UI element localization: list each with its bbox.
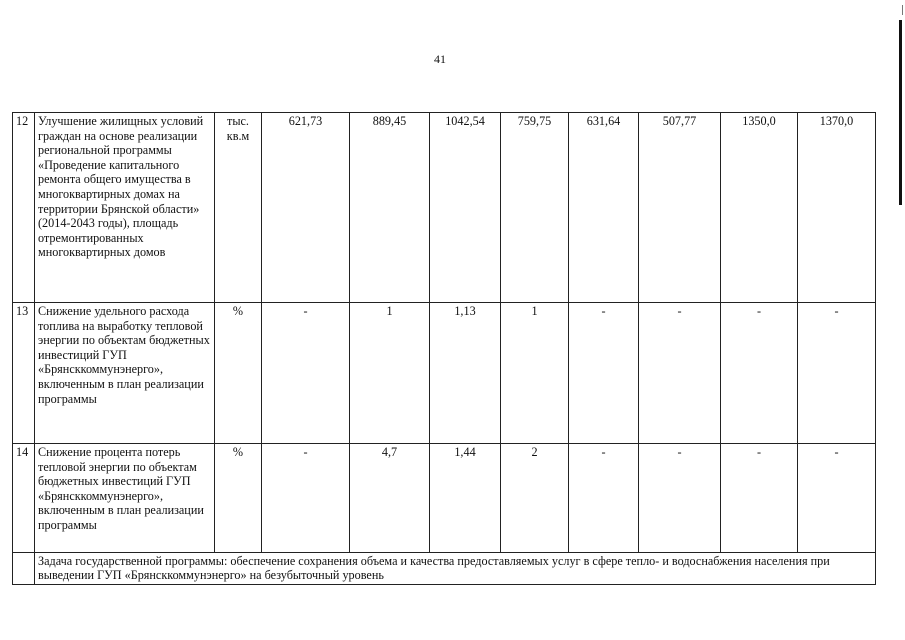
unit-cell: тыс. кв.м [215, 113, 262, 303]
value-cell: 1370,0 [798, 113, 876, 303]
row-number: 13 [13, 303, 35, 444]
table-row [13, 303, 876, 444]
value-cell: - [798, 444, 876, 553]
unit-cell: % [215, 303, 262, 444]
value-cell: - [262, 444, 350, 553]
task-row [13, 553, 876, 585]
value-cell: 889,45 [350, 113, 430, 303]
value-cell: 1042,54 [430, 113, 501, 303]
indicator-name: Снижение процента потерь тепловой энергии по объектам бюджетных инвестиций ГУП «Брянсккоммунэнерго», включенным в план реализации программы [35, 444, 215, 553]
value-cell: - [569, 303, 639, 444]
indicator-name: Снижение удельного расхода топлива на выработку тепловой энергии по объектам бюджетных инвестиций ГУП «Брянсккоммунэнерго», включенным в план реализации программы [35, 303, 215, 444]
value-cell: 1,13 [430, 303, 501, 444]
task-empty-cell [13, 553, 35, 585]
value-cell: - [721, 444, 798, 553]
value-cell: 759,75 [501, 113, 569, 303]
indicators-table [12, 112, 876, 585]
value-cell: - [798, 303, 876, 444]
scan-mark [902, 5, 903, 15]
value-cell: 1 [350, 303, 430, 444]
value-cell: - [721, 303, 798, 444]
row-number: 12 [13, 113, 35, 303]
value-cell: 1,44 [430, 444, 501, 553]
table-row [13, 444, 876, 553]
value-cell: 631,64 [569, 113, 639, 303]
indicator-name: Улучшение жилищных условий граждан на основе реализации региональной программы «Проведение капитального ремонта общего имущества в многоквартирных домах на территории Брянской области» (2014-2043 годы), площадь отремонтированных многоквартирных домов [35, 113, 215, 303]
value-cell: - [262, 303, 350, 444]
table-row [13, 113, 876, 303]
task-description: Задача государственной программы: обеспечение сохранения объема и качества предоставляемых услуг в сфере тепло- и водоснабжения населения при выведении ГУП «Брянсккоммунэнерго» на безубыточный уровень [35, 553, 876, 585]
page-number: 41 [434, 52, 446, 66]
row-number: 14 [13, 444, 35, 553]
value-cell: 507,77 [639, 113, 721, 303]
unit-cell: % [215, 444, 262, 553]
value-cell: - [639, 444, 721, 553]
value-cell: 2 [501, 444, 569, 553]
page-edge-bar [899, 20, 902, 205]
value-cell: 1350,0 [721, 113, 798, 303]
value-cell: 4,7 [350, 444, 430, 553]
value-cell: 621,73 [262, 113, 350, 303]
value-cell: 1 [501, 303, 569, 444]
value-cell: - [569, 444, 639, 553]
value-cell: - [639, 303, 721, 444]
